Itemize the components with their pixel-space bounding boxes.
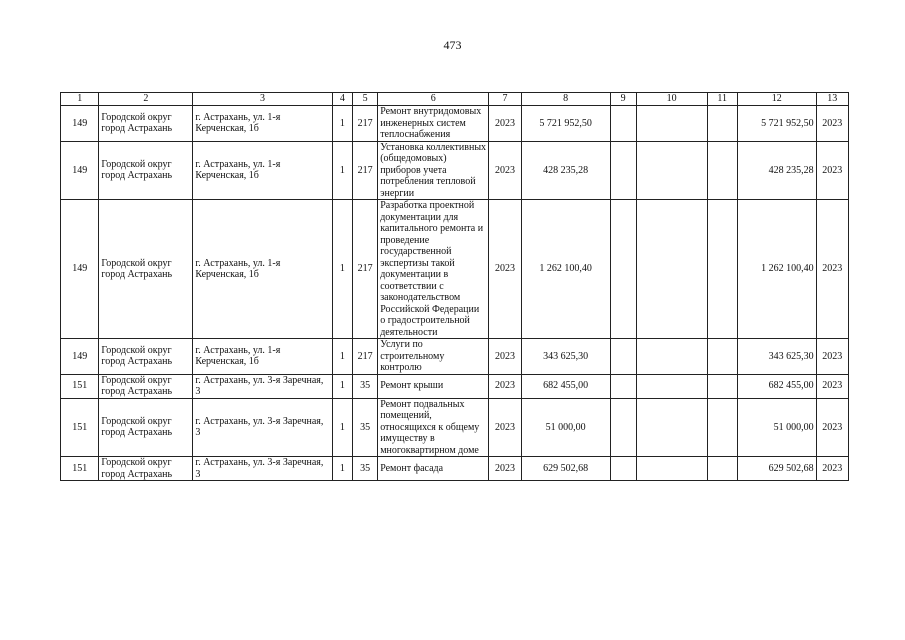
work-type-cell: Установка коллективных (общедомовых) приборов учета потребления тепловой энергии	[378, 141, 489, 200]
col12-cost-cell: 51 000,00	[737, 398, 816, 457]
table-row	[61, 200, 849, 339]
col10-cell	[636, 200, 707, 339]
works-table	[60, 92, 849, 481]
page-number: 473	[443, 38, 462, 52]
col9-cell	[610, 106, 636, 142]
column-header: 12	[737, 93, 816, 106]
col12-cost-cell: 1 262 100,40	[737, 200, 816, 339]
col11-cell	[707, 374, 737, 398]
col4-cell: 1	[332, 457, 352, 481]
column-header: 11	[707, 93, 737, 106]
col13-year-cell: 2023	[816, 141, 848, 200]
address-cell: г. Астрахань, ул. 3-я Заречная, 3	[193, 398, 332, 457]
col11-cell	[707, 141, 737, 200]
col11-cell	[707, 200, 737, 339]
work-type-cell: Ремонт крыши	[378, 374, 489, 398]
col9-cell	[610, 457, 636, 481]
col4-cell: 1	[332, 106, 352, 142]
year-cell: 2023	[489, 457, 521, 481]
table-row	[61, 339, 849, 375]
municipality-cell: Городской округ город Астрахань	[99, 374, 193, 398]
column-header: 7	[489, 93, 521, 106]
municipality-cell: Городской округ город Астрахань	[99, 457, 193, 481]
year-cell: 2023	[489, 141, 521, 200]
col4-cell: 1	[332, 141, 352, 200]
col12-cost-cell: 682 455,00	[737, 374, 816, 398]
row-number-cell: 149	[61, 339, 99, 375]
col4-cell: 1	[332, 339, 352, 375]
col9-cell	[610, 374, 636, 398]
column-header: 2	[99, 93, 193, 106]
column-header: 1	[61, 93, 99, 106]
year-cell: 2023	[489, 398, 521, 457]
col5-cell: 217	[352, 339, 377, 375]
column-header: 8	[521, 93, 610, 106]
year-cell: 2023	[489, 106, 521, 142]
col10-cell	[636, 457, 707, 481]
municipality-cell: Городской округ город Астрахань	[99, 106, 193, 142]
col11-cell	[707, 106, 737, 142]
col12-cost-cell: 343 625,30	[737, 339, 816, 375]
col5-cell: 217	[352, 141, 377, 200]
col9-cell	[610, 200, 636, 339]
col4-cell: 1	[332, 398, 352, 457]
row-number-cell: 149	[61, 106, 99, 142]
row-number-cell: 151	[61, 398, 99, 457]
column-header: 13	[816, 93, 848, 106]
work-type-cell: Ремонт внутридомовых инженерных систем теплоснабжения	[378, 106, 489, 142]
work-type-cell: Ремонт фасада	[378, 457, 489, 481]
address-cell: г. Астрахань, ул. 1-я Керченская, 1б	[193, 141, 332, 200]
col4-cell: 1	[332, 200, 352, 339]
total-cost-cell: 428 235,28	[521, 141, 610, 200]
col12-cost-cell: 629 502,68	[737, 457, 816, 481]
col10-cell	[636, 398, 707, 457]
column-header: 3	[193, 93, 332, 106]
year-cell: 2023	[489, 339, 521, 375]
col12-cost-cell: 5 721 952,50	[737, 106, 816, 142]
col13-year-cell: 2023	[816, 457, 848, 481]
col11-cell	[707, 339, 737, 375]
col13-year-cell: 2023	[816, 398, 848, 457]
work-type-cell: Ремонт подвальных помещений, относящихся к общему имуществу в многоквартирном доме	[378, 398, 489, 457]
table-row	[61, 106, 849, 142]
work-type-cell: Разработка проектной документации для капитального ремонта и проведение государственной экспертизы такой документации в соответствии с законодательством Российской Федерации о градостроительной деятельности	[378, 200, 489, 339]
col9-cell	[610, 339, 636, 375]
address-cell: г. Астрахань, ул. 1-я Керченская, 1б	[193, 339, 332, 375]
address-cell: г. Астрахань, ул. 3-я Заречная, 3	[193, 457, 332, 481]
col13-year-cell: 2023	[816, 106, 848, 142]
column-header: 5	[352, 93, 377, 106]
col9-cell	[610, 398, 636, 457]
table-row	[61, 374, 849, 398]
row-number-cell: 149	[61, 200, 99, 339]
table-row	[61, 457, 849, 481]
col13-year-cell: 2023	[816, 200, 848, 339]
work-type-cell: Услуги по строительному контролю	[378, 339, 489, 375]
total-cost-cell: 1 262 100,40	[521, 200, 610, 339]
municipality-cell: Городской округ город Астрахань	[99, 398, 193, 457]
year-cell: 2023	[489, 200, 521, 339]
row-number-cell: 149	[61, 141, 99, 200]
col11-cell	[707, 457, 737, 481]
total-cost-cell: 343 625,30	[521, 339, 610, 375]
total-cost-cell: 629 502,68	[521, 457, 610, 481]
total-cost-cell: 5 721 952,50	[521, 106, 610, 142]
total-cost-cell: 51 000,00	[521, 398, 610, 457]
total-cost-cell: 682 455,00	[521, 374, 610, 398]
col11-cell	[707, 398, 737, 457]
year-cell: 2023	[489, 374, 521, 398]
col10-cell	[636, 374, 707, 398]
col10-cell	[636, 339, 707, 375]
column-number-row	[61, 93, 849, 106]
col12-cost-cell: 428 235,28	[737, 141, 816, 200]
col5-cell: 217	[352, 200, 377, 339]
col5-cell: 35	[352, 374, 377, 398]
col13-year-cell: 2023	[816, 339, 848, 375]
address-cell: г. Астрахань, ул. 1-я Керченская, 1б	[193, 200, 332, 339]
col5-cell: 35	[352, 398, 377, 457]
municipality-cell: Городской округ город Астрахань	[99, 141, 193, 200]
col9-cell	[610, 141, 636, 200]
col4-cell: 1	[332, 374, 352, 398]
column-header: 4	[332, 93, 352, 106]
table-row	[61, 141, 849, 200]
municipality-cell: Городской округ город Астрахань	[99, 200, 193, 339]
address-cell: г. Астрахань, ул. 3-я Заречная, 3	[193, 374, 332, 398]
col5-cell: 217	[352, 106, 377, 142]
municipality-cell: Городской округ город Астрахань	[99, 339, 193, 375]
col10-cell	[636, 106, 707, 142]
column-header: 6	[378, 93, 489, 106]
table-row	[61, 398, 849, 457]
row-number-cell: 151	[61, 457, 99, 481]
col10-cell	[636, 141, 707, 200]
col5-cell: 35	[352, 457, 377, 481]
row-number-cell: 151	[61, 374, 99, 398]
column-header: 10	[636, 93, 707, 106]
col13-year-cell: 2023	[816, 374, 848, 398]
column-header: 9	[610, 93, 636, 106]
address-cell: г. Астрахань, ул. 1-я Керченская, 1б	[193, 106, 332, 142]
